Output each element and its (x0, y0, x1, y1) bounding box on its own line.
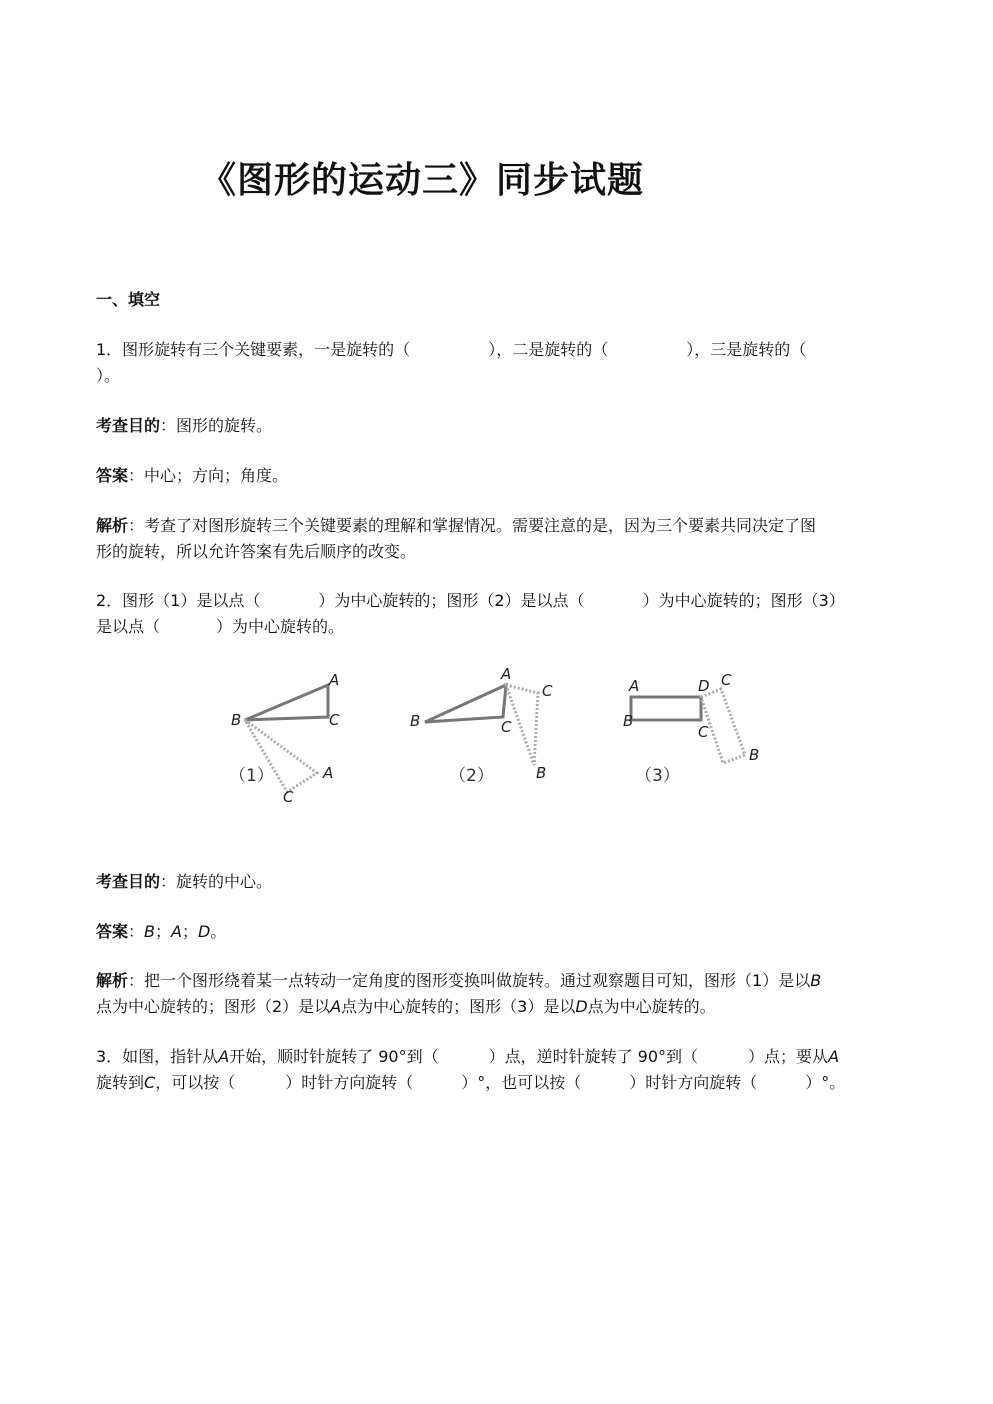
figure-1 (229, 671, 340, 806)
rotation-figures (225, 665, 785, 815)
figure-3-label-B2: B (749, 746, 760, 764)
figure-3-label-C: C (698, 723, 709, 741)
figure-2-label-C: C (501, 718, 512, 736)
figure-1-label-C: C (329, 711, 340, 729)
figure-1-original-triangle (245, 685, 328, 720)
page-title: 《图形的运动三》同步试题 (200, 159, 645, 201)
figure-2-caption: （2） (449, 766, 494, 786)
figure-2-label-A: A (501, 665, 512, 683)
q2-analysis: 解析：把一个图形绕着某一点转动一定角度的图形变换叫做旋转。通过观察题目可知，图形（1）是以B 点为中心旋转的；图形（2）是以A点为中心旋转的；图形（3）是以D点为中心旋转的。 (96, 971, 822, 1016)
figure-1-label-A: A (329, 671, 340, 689)
q1-analysis: 解析：考查了对图形旋转三个关键要素的理解和掌握情况。需要注意的是，因为三个要素共同决定了图 形的旋转，所以允许答案有先后顺序的改变。 (96, 516, 817, 561)
figure-1-label-B: B (231, 711, 242, 729)
figure-3-label-D: D (698, 677, 710, 695)
figure-2 (410, 665, 553, 786)
question-1 (96, 337, 901, 389)
q1-purpose: 考查目的：图形的旋转。 (96, 416, 273, 435)
figure-3 (623, 671, 759, 786)
section-heading: 一、填空 (96, 290, 161, 309)
figure-1-label-C2: C (283, 788, 294, 806)
figure-2-label-C2: C (542, 682, 553, 700)
figure-3-original-rectangle (631, 697, 701, 720)
question-3: 3．如图，指针从A开始，顺时针旋转了 90°到（ ）点，逆时针旋转了 90°到（ ）点；要从A 旋转到C，可以按（ ）时针方向旋转（ ）°，也可以按（ ）时针方向旋转（ ）°。 (96, 1047, 846, 1092)
q2-answer: 答案：B；A；D。 (96, 922, 227, 941)
question-1-line-2: ）。 (96, 366, 121, 385)
figure-3-label-B: B (623, 712, 634, 730)
figure-3-label-C2: C (721, 671, 732, 689)
question-2: 2．图形（1）是以点（ ）为中心旋转的；图形（2）是以点（ ）为中心旋转的；图形（3） 是以点（ ）为中心旋转的。 (96, 591, 845, 636)
figure-1-caption: （1） (229, 766, 274, 786)
rotation-figures-svg (225, 665, 785, 815)
figure-2-original-triangle (425, 685, 506, 722)
q2-purpose: 考查目的：旋转的中心。 (96, 872, 273, 891)
figure-3-label-A: A (629, 677, 640, 695)
figure-2-label-B2: B (536, 764, 547, 782)
figure-2-label-B: B (410, 712, 421, 730)
question-1-line-1: 1．图形旋转有三个关键要素，一是旋转的（ ），二是旋转的（ ），三是旋转的（ (96, 340, 807, 359)
q1-answer: 答案：中心；方向；角度。 (96, 466, 289, 485)
figure-3-caption: （3） (635, 766, 680, 786)
figure-1-label-A2: A (323, 764, 334, 782)
